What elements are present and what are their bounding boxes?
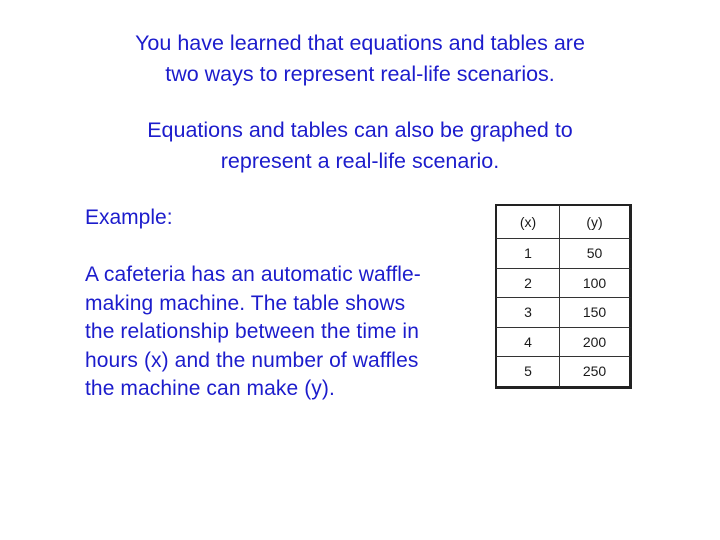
table-row <box>495 328 632 358</box>
table-cell-x: 3 <box>495 298 560 328</box>
table-cell-x: 4 <box>495 328 560 358</box>
table-row <box>495 269 632 299</box>
intro-line-1: You have learned that equations and tables are <box>135 31 585 55</box>
table-cell-x: 5 <box>495 357 560 389</box>
table-cell-y: 250 <box>560 357 632 389</box>
table-header-row <box>495 204 632 239</box>
table-header-x: (x) <box>495 204 560 239</box>
graphing-intro-text <box>40 115 680 177</box>
table-cell-y: 200 <box>560 328 632 358</box>
table-row <box>495 298 632 328</box>
table-header-y: (y) <box>560 204 632 239</box>
example-label: Example: <box>85 206 173 229</box>
scenario-text: A cafeteria has an automatic waffle-making machine. The table shows the relationship between the time in hours (x) and the number of waffles the machine can make (y). <box>85 263 421 400</box>
intro-line-2: two ways to represent real-life scenarios. <box>165 62 555 86</box>
table-cell-x: 1 <box>495 239 560 269</box>
table-cell-y: 150 <box>560 298 632 328</box>
table-cell-x: 2 <box>495 269 560 299</box>
graphing-intro-line-2: represent a real-life scenario. <box>220 149 500 173</box>
table-row <box>495 239 632 269</box>
xy-table-container <box>495 204 633 387</box>
graphing-intro-line-1: Equations and tables can also be graphed to <box>147 118 573 142</box>
table-row <box>495 357 632 389</box>
table-cell-y: 50 <box>560 239 632 269</box>
xy-table <box>495 204 632 389</box>
table-cell-y: 100 <box>560 269 632 299</box>
intro-text <box>40 28 680 90</box>
